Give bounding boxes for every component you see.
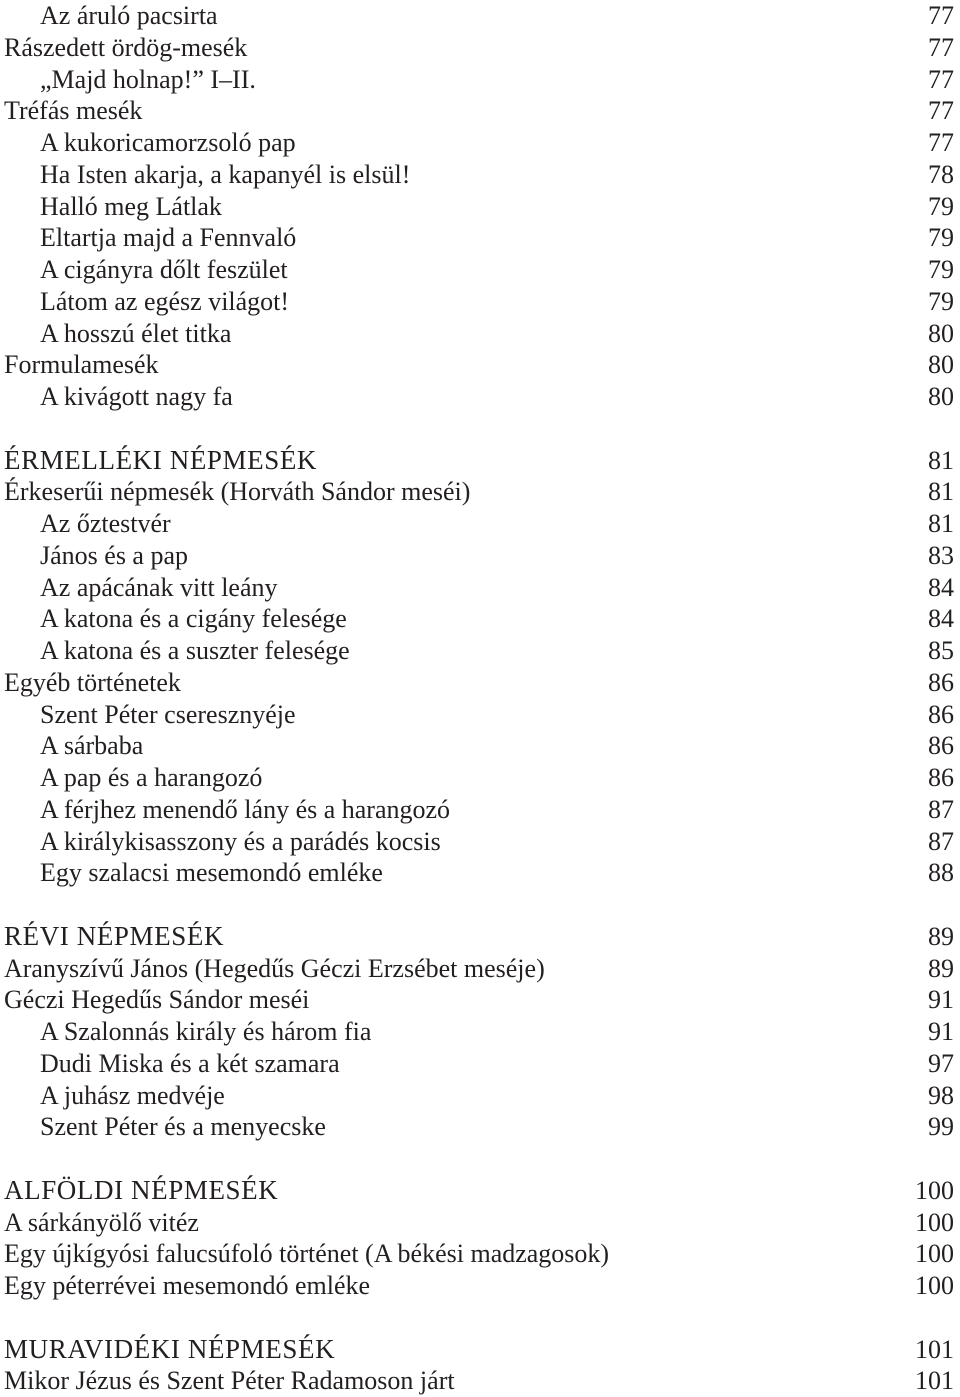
toc-entry: [0, 1207, 960, 1239]
entry-title: Mikor Jézus és Szent Péter Radamoson járt: [4, 1366, 455, 1396]
toc-section-heading: [0, 1334, 960, 1366]
page-number: 100: [915, 1175, 954, 1205]
page-number: 79: [928, 223, 954, 253]
page-number: 77: [928, 32, 954, 62]
toc-entry: [0, 1111, 960, 1143]
page-number: 100: [915, 1271, 954, 1300]
toc-entry: [0, 1016, 960, 1048]
entry-title: Érkeserűi népmesék (Horváth Sándor meséi): [4, 477, 471, 507]
toc-entry: [0, 1365, 960, 1397]
entry-title: Egy újkígyósi falucsúfoló történet (A békési madzagosok): [4, 1239, 610, 1269]
entry-title: Egy péterrévei mesemondó emléke: [4, 1271, 371, 1300]
page-number: 98: [928, 1080, 954, 1110]
page-number: 89: [928, 921, 954, 951]
page-number: 97: [928, 1048, 954, 1078]
entry-title: János és a pap: [40, 540, 189, 570]
page-number: 83: [928, 540, 954, 570]
entry-title: Az áruló pacsirta: [40, 1, 218, 30]
entry-title: A kivágott nagy fa: [40, 382, 233, 411]
page-number: 87: [928, 794, 954, 824]
entry-title: Az őztestvér: [40, 509, 171, 538]
section-title: MURAVIDÉKI NÉPMESÉK: [4, 1333, 336, 1364]
entry-title: A juhász medvéje: [40, 1080, 225, 1110]
entry-title: Aranyszívű János (Hegedűs Géczi Erzsébet meséje): [4, 953, 545, 983]
page-number: 85: [928, 636, 954, 665]
section-title: ALFÖLDI NÉPMESÉK: [4, 1174, 279, 1205]
entry-title: A kukoricamorzsoló pap: [40, 128, 296, 157]
entry-title: Egyéb történetek: [4, 667, 181, 697]
page-number: 80: [928, 318, 954, 348]
toc-section-heading: [0, 921, 960, 953]
entry-title: A cigányra dőlt feszület: [40, 255, 288, 284]
page-number: 77: [928, 128, 954, 157]
toc-entry: [0, 191, 960, 223]
toc-entry: [0, 984, 960, 1016]
entry-title: Az apácának vitt leány: [40, 572, 278, 602]
entry-title: Dudi Miska és a két szamara: [40, 1048, 340, 1078]
page-number: 100: [915, 1239, 954, 1269]
page-number: 86: [928, 699, 954, 729]
page-number: 77: [928, 96, 954, 126]
toc-entry: [0, 540, 960, 572]
toc-entry: [0, 1080, 960, 1112]
entry-title: A katona és a suszter felesége: [40, 636, 350, 665]
page-number: 77: [928, 64, 954, 94]
toc-entry: [0, 572, 960, 604]
entry-title: Halló meg Látlak: [40, 191, 222, 221]
page-number: 87: [928, 826, 954, 856]
entry-title: A hosszú élet titka: [40, 318, 232, 348]
page-number: 81: [928, 445, 954, 475]
toc-entry: [0, 222, 960, 254]
entry-title: Formulamesék: [4, 350, 159, 380]
toc-entry: [0, 794, 960, 826]
toc-entry: [0, 64, 960, 96]
page-number: 89: [928, 953, 954, 983]
toc-entry: [0, 826, 960, 858]
toc-section-heading: [0, 1175, 960, 1207]
page-number: 91: [928, 985, 954, 1015]
page-number: 99: [928, 1112, 954, 1142]
toc-entry: [0, 667, 960, 699]
toc-entry: [0, 1238, 960, 1270]
toc-entry: [0, 349, 960, 381]
toc-entry: [0, 318, 960, 350]
toc-entry: [0, 635, 960, 667]
toc-entry: [0, 127, 960, 159]
page-number: 88: [928, 858, 954, 888]
toc-entry: [0, 508, 960, 540]
toc-entry: [0, 1270, 960, 1302]
toc-entry: [0, 159, 960, 191]
toc-entry: [0, 254, 960, 286]
entry-title: Szent Péter és a menyecske: [40, 1112, 326, 1142]
entry-title: Ha Isten akarja, a kapanyél is elsül!: [40, 159, 411, 189]
page-number: 79: [928, 255, 954, 284]
page-number: 80: [928, 382, 954, 411]
page-number: 81: [928, 509, 954, 538]
page-number: 86: [928, 667, 954, 697]
toc-entry: [0, 0, 960, 32]
toc-entry: [0, 1048, 960, 1080]
page-number: 84: [928, 604, 954, 634]
entry-title: Egy szalacsi mesemondó emléke: [40, 858, 383, 888]
entry-title: A királykisasszony és a parádés kocsis: [40, 826, 441, 856]
page-number: 79: [928, 191, 954, 221]
entry-title: „Majd holnap!” I–II.: [40, 64, 256, 94]
toc-entry: [0, 857, 960, 889]
page-number: 78: [928, 159, 954, 189]
entry-title: Géczi Hegedűs Sándor meséi: [4, 985, 310, 1015]
entry-title: Látom az egész világot!: [40, 286, 290, 316]
page-number: 84: [928, 572, 954, 602]
entry-title: Eltartja majd a Fennvaló: [40, 223, 297, 253]
entry-title: A sárbaba: [40, 731, 144, 761]
toc-entry: [0, 381, 960, 413]
entry-title: A katona és a cigány felesége: [40, 604, 347, 634]
page-number: 86: [928, 731, 954, 761]
page-number: 101: [915, 1334, 954, 1364]
section-title: RÉVI NÉPMESÉK: [4, 920, 225, 951]
page-number: 80: [928, 350, 954, 380]
toc-entry: [0, 762, 960, 794]
entry-title: A pap és a harangozó: [40, 763, 263, 792]
entry-title: A sárkányölő vitéz: [4, 1207, 199, 1237]
entry-title: Szent Péter cseresznyéje: [40, 699, 296, 729]
page-number: 86: [928, 763, 954, 792]
page-number: 79: [928, 286, 954, 316]
page-number: 77: [928, 1, 954, 30]
entry-title: Rászedett ördög-mesék: [4, 32, 248, 62]
entry-title: Tréfás mesék: [4, 96, 143, 126]
toc-entry: [0, 603, 960, 635]
page-number: 101: [915, 1366, 954, 1396]
toc-entry: [0, 953, 960, 985]
toc-entry: [0, 95, 960, 127]
toc-entry: [0, 699, 960, 731]
entry-title: A férjhez menendő lány és a harangozó: [40, 794, 451, 824]
toc-entry: [0, 32, 960, 64]
page-number: 81: [928, 477, 954, 507]
page-number: 100: [915, 1207, 954, 1237]
entry-title: A Szalonnás király és három fia: [40, 1017, 372, 1046]
toc-entry: [0, 286, 960, 318]
section-title: ÉRMELLÉKI NÉPMESÉK: [4, 444, 318, 475]
toc-entry: [0, 730, 960, 762]
toc-section-heading: [0, 445, 960, 477]
toc-entry: [0, 476, 960, 508]
page-number: 91: [928, 1017, 954, 1046]
